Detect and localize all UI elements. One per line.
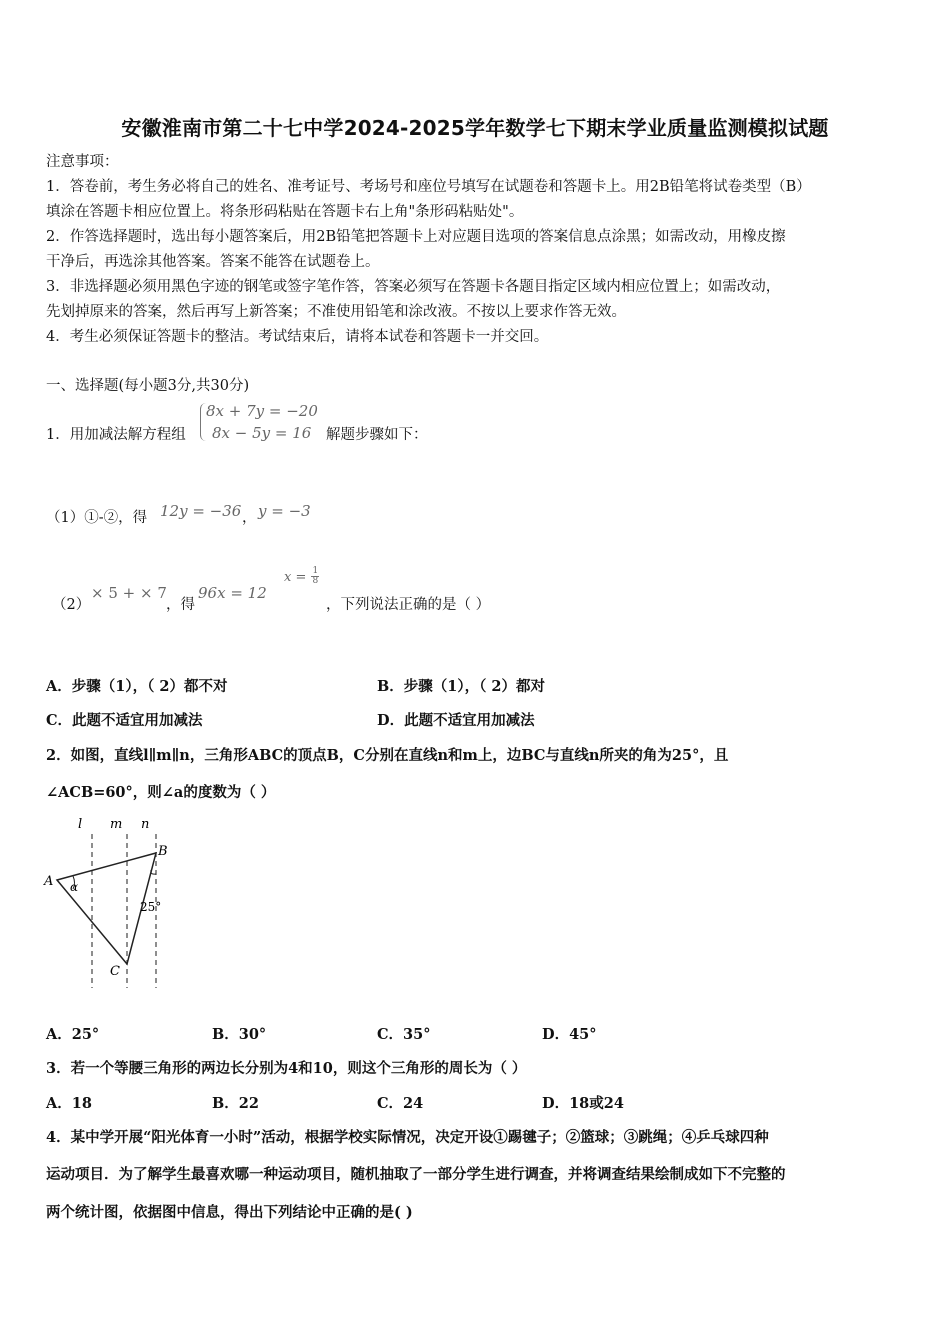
q1-stem-suffix: 解题步骤如下：: [326, 427, 428, 443]
q2-stem-line1: 2．如图，直线l∥m∥n，三角形ABC的顶点B，C分别在直线n和m上，边BC与直线n所夹的角为25°，且: [46, 747, 729, 764]
notice-line: 填涂在答题卡相应位置上。将条形码粘贴在答题卡右上角"条形码粘贴处"。: [46, 204, 524, 220]
q1-step1-comma: ，: [242, 510, 257, 526]
q3-stem: 3．若一个等腰三角形的两边长分别为4和10，则这个三角形的周长为（ ）: [46, 1060, 527, 1077]
label-25-degrees: 25°: [140, 900, 162, 914]
q1-step2-comma: ，得: [166, 597, 195, 613]
q3-option-c[interactable]: C．24: [377, 1095, 424, 1112]
q1-equation-2: 8x − 5y = 16: [212, 424, 312, 442]
label-b: B: [158, 844, 168, 859]
q1-step2-math: × 5 + × 7: [91, 584, 167, 602]
q2-option-a[interactable]: A．25°: [46, 1026, 100, 1043]
q1-step2-math: 96x = 12: [198, 584, 267, 602]
q1-option-d[interactable]: D．此题不适宜用加减法: [377, 712, 535, 729]
notice-line: 2．作答选择题时，选出每小题答案后，用2B铅笔把答题卡上对应题目选项的答案信息点涂黑；如需改动，用橡皮擦: [46, 229, 786, 245]
fraction-denominator: 8: [312, 576, 319, 586]
notice-line: 干净后，再选涂其他答案。答案不能答在试题卷上。: [46, 254, 380, 270]
q3-option-d[interactable]: D．18或24: [542, 1095, 624, 1112]
label-c: C: [110, 964, 120, 979]
q1-option-c[interactable]: C．此题不适宜用加减法: [46, 712, 203, 729]
fraction-lhs: x =: [284, 570, 307, 585]
q3-option-a[interactable]: A．18: [46, 1095, 92, 1112]
q1-step2-label: （2）: [52, 597, 91, 613]
q4-stem-line: 两个统计图，依据图中信息，得出下列结论中正确的是( ): [46, 1204, 413, 1221]
q2-stem-line2: ∠ACB=60°，则∠a的度数为（ ）: [46, 784, 276, 801]
q3-option-b[interactable]: B．22: [212, 1095, 259, 1112]
q2-geometry-figure: [40, 812, 180, 994]
q1-stem-prefix: 1．用加减法解方程组: [46, 427, 186, 443]
q2-option-b[interactable]: B．30°: [212, 1026, 267, 1043]
notice-line: 先划掉原来的答案，然后再写上新答案；不准使用铅笔和涂改液。不按以上要求作答无效。: [46, 304, 626, 320]
label-alpha: α: [70, 880, 79, 894]
q1-step1-math: 12y = −36: [160, 502, 242, 520]
q2-option-d[interactable]: D．45°: [542, 1026, 597, 1043]
q1-option-a[interactable]: A．步骤（1），（ 2）都不对: [46, 678, 228, 695]
notice-line: 3．非选择题必须用黑色字迹的钢笔或签字笔作答，答案必须写在答题卡各题目指定区域内相应位置上；如需改动，: [46, 279, 781, 295]
q4-stem-line: 4．某中学开展“阳光体育一小时”活动，根据学校实际情况，决定开设①踢毽子；②篮球；③跳绳；④乒乓球四种: [46, 1129, 769, 1146]
q1-step1-label: （1）①-②，得: [46, 510, 148, 526]
notice-line: 4．考生必须保证答题卡的整洁。考试结束后，请将本试卷和答题卡一并交回。: [46, 329, 549, 345]
q1-step2-suffix: ，下列说法正确的是（ ）: [326, 597, 491, 613]
q1-option-b[interactable]: B．步骤（1），（ 2）都对: [377, 678, 545, 695]
fraction-numerator: 1: [312, 566, 319, 576]
label-n: n: [141, 817, 150, 832]
section-heading: 一、选择题(每小题3分,共30分): [46, 378, 250, 394]
q1-equation-1: 8x + 7y = −20: [206, 402, 318, 420]
notice-heading: 注意事项：: [46, 154, 119, 170]
q1-step2-fraction: [284, 566, 319, 586]
page-title: 安徽淮南市第二十七中学2024-2025学年数学七下期末学业质量监测模拟试题: [121, 116, 829, 140]
label-m: m: [110, 817, 123, 832]
label-a: A: [44, 874, 54, 889]
q2-option-c[interactable]: C．35°: [377, 1026, 431, 1043]
label-l: l: [78, 817, 83, 832]
q1-step1-math: y = −3: [258, 502, 311, 520]
q4-stem-line: 运动项目．为了解学生最喜欢哪一种运动项目，随机抽取了一部分学生进行调查，并将调查结果绘制成如下不完整的: [46, 1166, 786, 1183]
notice-line: 1．答卷前，考生务必将自己的姓名、准考证号、考场号和座位号填写在试题卷和答题卡上。用2B铅笔将试卷类型（B）: [46, 179, 811, 195]
